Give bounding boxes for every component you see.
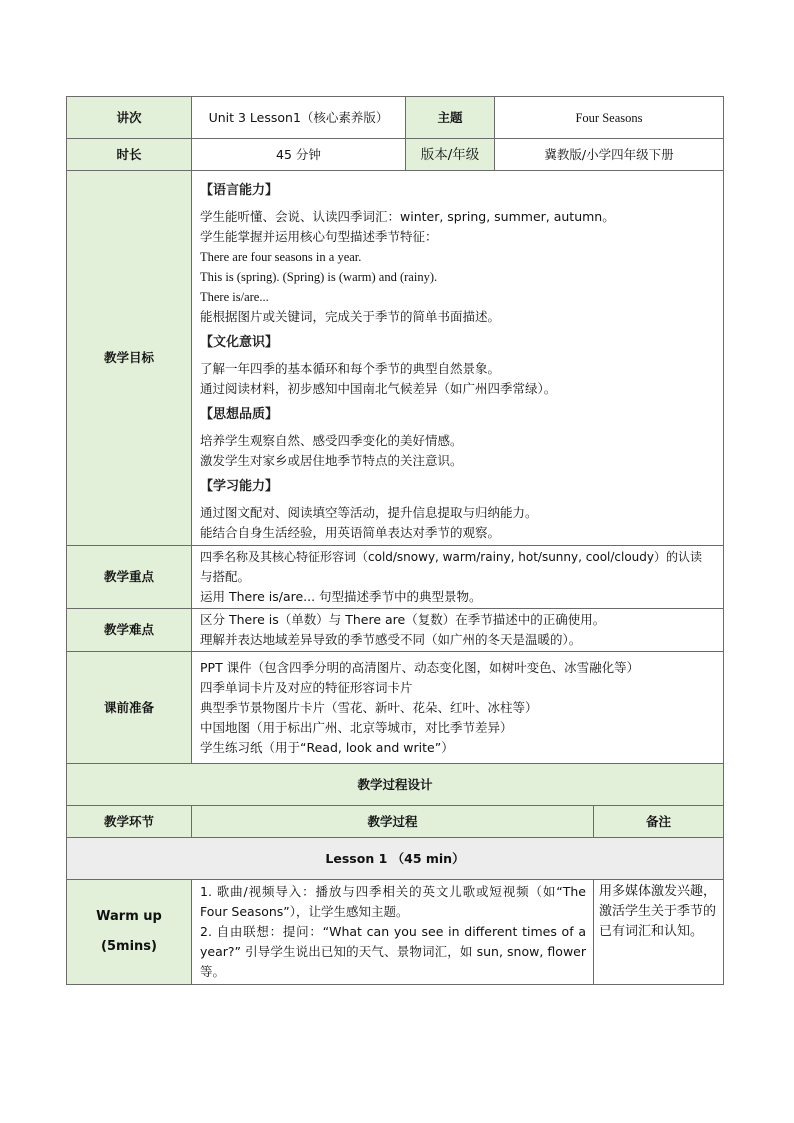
objectives-row [67,171,724,546]
key-points-label: 教学重点 [67,546,192,609]
difficulties-content [192,609,724,652]
notes-column-header: 备注 [594,806,724,838]
key-point-line: 四季名称及其核心特征形容词（cold/snowy, warm/rainy, hot/sunny, cool/cloudy）的认读 [200,550,703,564]
lesson-title: Lesson 1 （45 min） [67,838,724,880]
difficulties-label: 教学难点 [67,609,192,652]
header-row-duration [67,139,724,171]
preparation-line: 典型季节景物图片卡片（雪花、新叶、花朵、红叶、冰柱等） [200,699,538,715]
stage-column-header: 教学环节 [67,806,192,838]
objective-heading-thinking: 【思想品质】 [200,407,279,422]
key-points-content [192,546,724,609]
process-section-row [67,764,724,806]
lecture-label: 讲次 [67,97,192,139]
topic-value: Four Seasons [495,97,724,139]
preparation-line: 四季单词卡片及对应的特征形容词卡片 [200,679,413,695]
warmup-notes-cell [594,880,724,985]
objective-heading-language: 【语言能力】 [200,183,279,198]
warmup-step: 1. 歌曲/视频导入：播放与四季相关的英文儿歌或短视频（如“The Four Seasons”），让学生感知主题。 [200,884,586,919]
edition-label: 版本/年级 [406,139,495,171]
preparation-line: PPT 课件（包含四季分明的高清图片、动态变化图，如树叶变色、冰雪融化等） [200,659,640,675]
warmup-row [67,880,724,985]
preparation-content [192,652,724,764]
edition-value: 冀教版/小学四年级下册 [495,139,724,171]
lesson-title-row [67,838,724,880]
difficulty-line: 区分 There is（单数）与 There are（复数）在季节描述中的正确使用。 [200,612,606,627]
preparation-label: 课前准备 [67,652,192,764]
duration-value: 45 分钟 [192,139,406,171]
objective-line: 通过图文配对、阅读填空等活动，提升信息提取与归纳能力。 [200,505,538,520]
warmup-stage-cell [67,880,192,985]
objective-line: 了解一年四季的基本循环和每个季节的典型自然景象。 [200,361,501,376]
objective-line: 能根据图片或关键词，完成关于季节的简单书面描述。 [200,309,501,324]
warmup-note: 用多媒体激发兴趣，激活学生关于季节的已有词汇和认知。 [599,884,717,939]
difficulties-row [67,609,724,652]
header-row-lecture [67,97,724,139]
objective-line: 培养学生观察自然、感受四季变化的美好情感。 [200,433,463,448]
process-column-header: 教学过程 [192,806,594,838]
objective-line: 能结合自身生活经验，用英语简单表达对季节的观察。 [200,525,501,540]
objective-heading-culture: 【文化意识】 [200,335,279,350]
warmup-label: Warm up [96,909,162,924]
warmup-process-cell [192,880,594,985]
objective-line: This is (spring). (Spring) is (warm) and (rainy). [200,270,438,284]
topic-label: 主题 [406,97,495,139]
objective-line: 激发学生对家乡或居住地季节特点的关注意识。 [200,453,463,468]
objective-heading-learning: 【学习能力】 [200,479,279,494]
process-header-row [67,806,724,838]
warmup-duration: (5mins) [101,939,157,954]
preparation-line: 学生练习纸（用于“Read, look and write”） [200,739,454,755]
objective-line: There are four seasons in a year. [200,250,362,264]
preparation-line: 中国地图（用于标出广州、北京等城市，对比季节差异） [200,719,513,735]
objective-line: 通过阅读材料，初步感知中国南北气候差异（如广州四季常绿）。 [200,381,557,396]
preparation-row [67,652,724,764]
difficulty-line: 理解并表达地域差异导致的季节感受不同（如广州的冬天是温暖的）。 [200,632,582,647]
objective-line: 学生能听懂、会说、认读四季词汇：winter, spring, summer, autumn。 [200,209,615,224]
objectives-content [192,171,724,546]
warmup-step: 2. 自由联想：提问：“What can you see in different times of a year?” 引导学生说出已知的天气、景物词汇，如 sun, snow, flower 等。 [200,924,586,979]
objective-line: There is/are... [200,290,269,304]
lecture-value: Unit 3 Lesson1（核心素养版） [192,97,406,139]
key-points-row [67,546,724,609]
objectives-label: 教学目标 [67,171,192,546]
key-point-line: 与搭配。 [200,569,251,584]
key-point-line: 运用 There is/are... 句型描述季节中的典型景物。 [200,589,482,604]
lesson-plan-table [66,96,724,985]
process-section-title: 教学过程设计 [67,764,724,806]
duration-label: 时长 [67,139,192,171]
objective-line: 学生能掌握并运用核心句型描述季节特征： [200,229,438,244]
